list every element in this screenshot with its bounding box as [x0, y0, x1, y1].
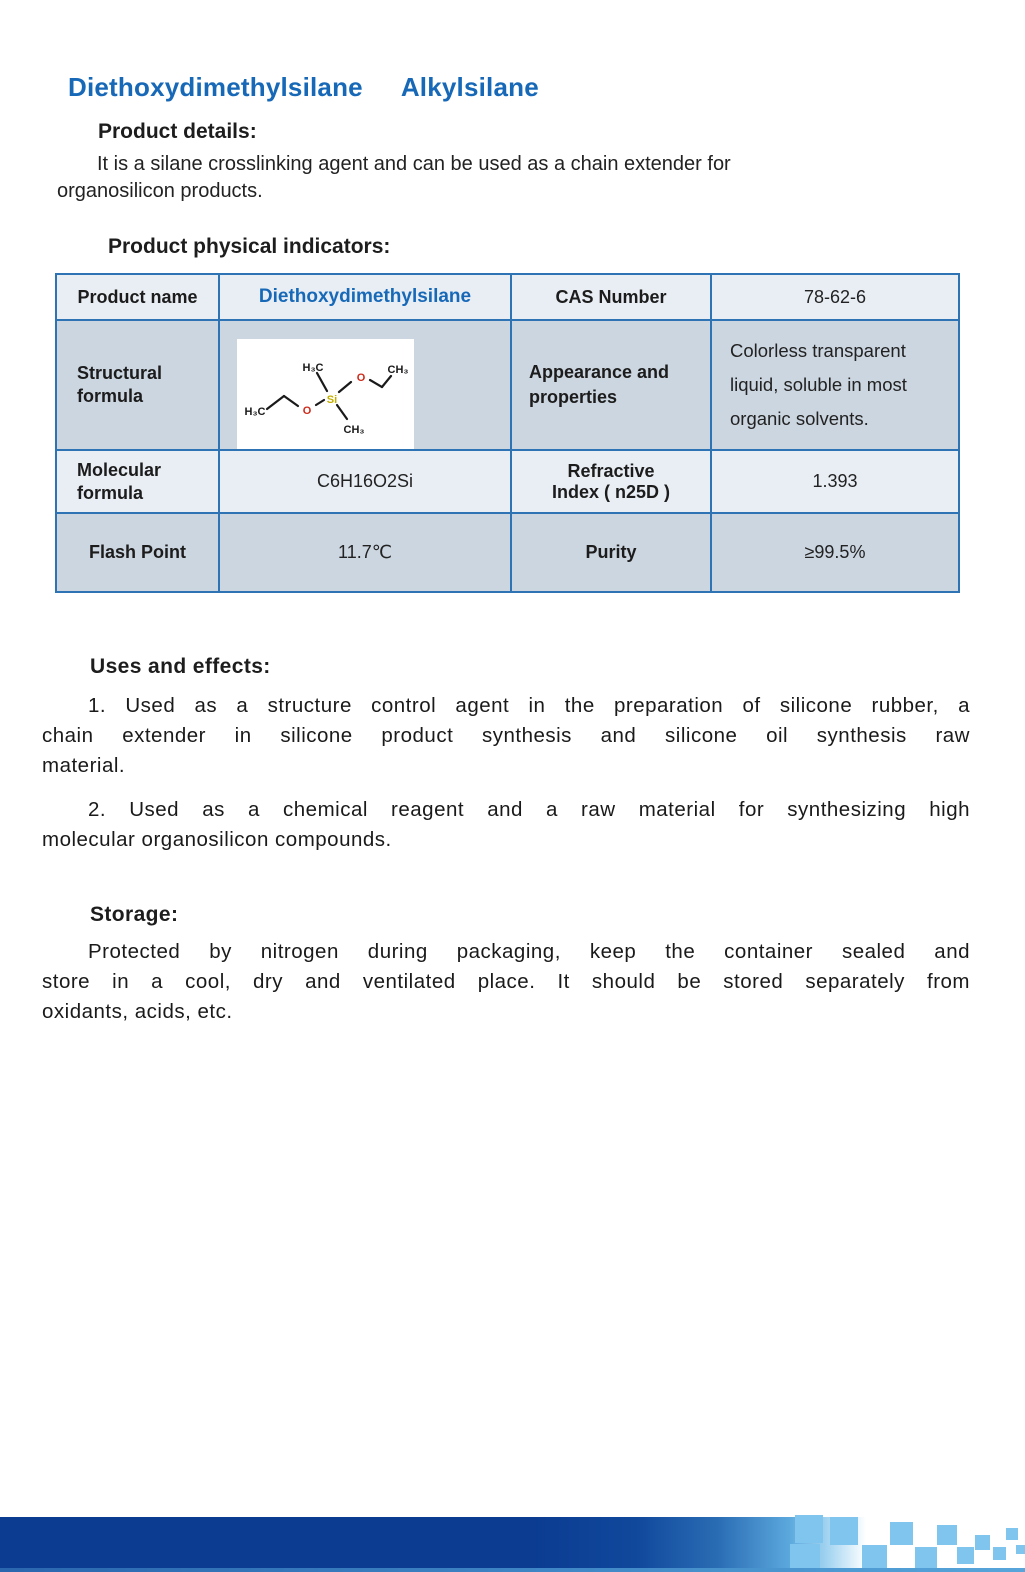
- atom-label-ch3: CH₃: [387, 364, 409, 376]
- table-row: [56, 274, 959, 320]
- cell-structural-formula-value: [219, 320, 511, 450]
- cell-flash-point-label: Flash Point: [56, 513, 219, 592]
- uses-item-1: [42, 691, 970, 781]
- cell-cas-label: CAS Number: [511, 274, 711, 320]
- storage-heading: Storage:: [90, 903, 179, 926]
- text-line: Index ( n25D ): [551, 481, 671, 502]
- decor-square: [937, 1525, 957, 1545]
- text-line: chain extender in silicone product synthesis and silicone oil synthesis raw: [42, 724, 970, 747]
- text-line: molecular organosilicon compounds.: [42, 828, 392, 851]
- atom-label-o: O: [302, 405, 312, 417]
- decor-square: [790, 1544, 820, 1568]
- product-details-body: [57, 151, 847, 205]
- text-line: store in a cool, dry and ventilated place. It should be stored separately from: [42, 970, 970, 993]
- decor-square: [795, 1515, 823, 1543]
- decor-square: [993, 1547, 1006, 1560]
- text-line: It is a silane crosslinking agent and can be used as a chain extender for: [97, 153, 731, 175]
- decor-square: [957, 1547, 974, 1564]
- cell-cas-value: 78-62-6: [711, 274, 959, 320]
- molecule-diagram: [237, 339, 414, 449]
- table-row: [56, 450, 959, 513]
- text-line: 2. Used as a chemical reagent and a raw material for synthesizing high: [88, 798, 970, 821]
- text-line: Refractive: [567, 460, 655, 481]
- cell-molecular-formula-value: C6H16O2Si: [219, 450, 511, 513]
- structural-formula-image: [237, 339, 414, 449]
- cell-refractive-index-label: [511, 450, 711, 513]
- storage-body: [42, 937, 970, 1027]
- decor-square: [915, 1547, 937, 1568]
- table-row: [56, 320, 959, 450]
- decor-square: [975, 1535, 990, 1550]
- footer-decorative-band: [0, 1512, 1025, 1572]
- text-line: Protected by nitrogen during packaging, keep the container sealed and: [88, 940, 970, 963]
- page-title-secondary: Alkylsilane: [400, 72, 539, 102]
- cell-appearance-value: Colorless transparent liquid, soluble in most organic solvents.: [711, 320, 959, 450]
- document-page: [0, 72, 1025, 1572]
- footer-bottom-line: [0, 1568, 1025, 1572]
- cell-product-name-value: Diethoxydimethylsilane: [219, 274, 511, 320]
- atom-label-h3c: H₃C: [302, 362, 324, 374]
- decor-square: [830, 1517, 858, 1545]
- cell-flash-point-value: 11.7℃: [219, 513, 511, 592]
- cell-product-name-label: Product name: [56, 274, 219, 320]
- decor-square: [1006, 1528, 1018, 1540]
- indicators-table: [55, 273, 960, 593]
- atom-label-ch3: CH₃: [343, 424, 365, 436]
- table-row: [56, 513, 959, 592]
- text-line: 1. Used as a structure control agent in the preparation of silicone rubber, a: [88, 694, 970, 717]
- indicators-heading: Product physical indicators:: [108, 235, 391, 258]
- uses-heading: Uses and effects:: [90, 655, 271, 678]
- decor-square: [890, 1522, 913, 1545]
- text-line: material.: [42, 754, 126, 777]
- decor-square: [862, 1545, 887, 1568]
- atom-label-si: Si: [326, 394, 338, 406]
- cell-refractive-index-value: 1.393: [711, 450, 959, 513]
- cell-molecular-formula-label: Molecular formula: [56, 450, 219, 513]
- cell-purity-label: Purity: [511, 513, 711, 592]
- cell-appearance-label: Appearance and properties: [511, 320, 711, 450]
- text-line: organosilicon products.: [57, 180, 263, 202]
- decor-square: [1016, 1545, 1025, 1554]
- product-details-heading: Product details:: [98, 120, 257, 143]
- atom-label-h3c: H₃C: [244, 406, 266, 418]
- page-title-primary: Diethoxydimethylsilane: [68, 72, 363, 102]
- cell-purity-value: ≥99.5%: [711, 513, 959, 592]
- page-title: [68, 72, 1025, 103]
- uses-item-2: [42, 795, 970, 855]
- atom-label-o: O: [356, 372, 366, 384]
- cell-structural-formula-label: Structural formula: [56, 320, 219, 450]
- text-line: oxidants, acids, etc.: [42, 1000, 233, 1023]
